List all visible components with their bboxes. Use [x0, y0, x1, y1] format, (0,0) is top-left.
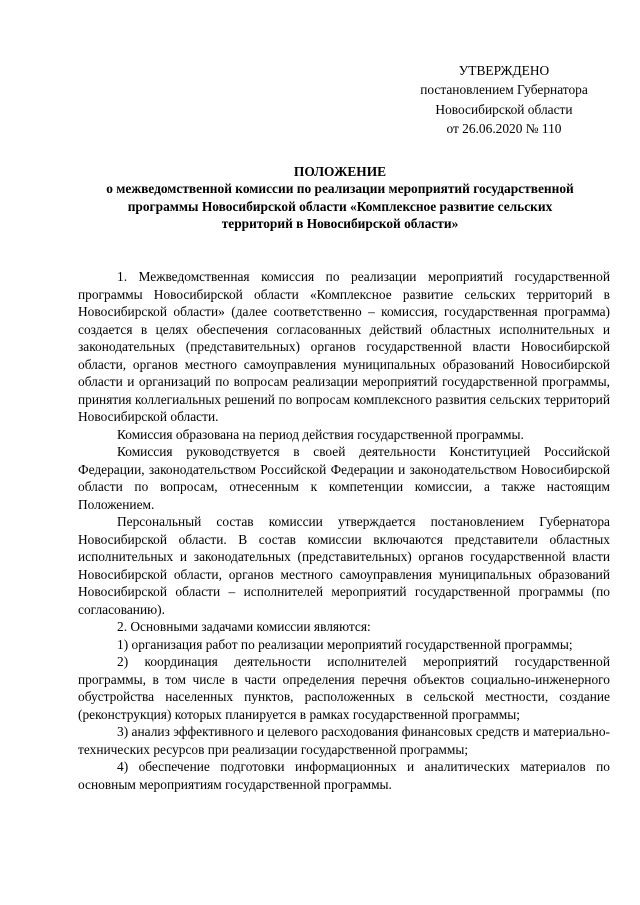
- approval-heading: УТВЕРЖДЕНО: [458, 63, 550, 78]
- task-item-1: 1) организация работ по реализации мероприятий государственной программы;: [117, 636, 573, 652]
- task-item-3: 3) анализ эффективного и целевого расходования финансовых средств и материально-технических ресурсов при реализации государственной программы;: [78, 724, 610, 757]
- paragraph-legal-basis: Комиссия руководствуется в своей деятельности Конституцией Российской Федерации, законодательством Российской Федерации и законодательством Новосибирской области по вопросам, отнесенным к компетенции комиссии, а также настоящим Положением.: [78, 444, 610, 512]
- title-line-3: территорий в Новосибирской области»: [221, 215, 459, 231]
- paragraph-1-purpose: 1. Межведомственная комиссия по реализации мероприятий государственной программы Новосибирской области «Комплексное развитие сельских территорий в Новосибирской области» (далее соответственно – комиссия, государственная программа) создается в целях обеспечения согласованных действий областных исполнительных и законодательных (представительных) органов государственной власти Новосибирской области, органов местного самоуправления муниципальных образований Новосибирской области и организаций по вопросам реализации мероприятий государственной программы, принятия коллегиальных решений по вопросам комплексного развития сельских территорий Новосибирской области.: [78, 269, 610, 424]
- paragraph-composition: Персональный состав комиссии утверждается постановлением Губернатора Новосибирской области. В состав комиссии включаются представители областных исполнительных и законодательных (представительных) органов государственной власти Новосибирской области, органов местного самоуправления муниципальных образований Новосибирской области – исполнителей мероприятий государственной программы (по согласованию).: [78, 514, 610, 617]
- document-body: [78, 268, 610, 793]
- paragraph-2-tasks-heading: 2. Основными задачами комиссии являются:: [117, 619, 371, 634]
- title-line-2: программы Новосибирской области «Комплексное развитие сельских: [127, 198, 553, 214]
- title-line-1: о межведомственной комиссии по реализации мероприятий государственной: [106, 181, 574, 197]
- approval-stamp: [398, 61, 610, 138]
- task-item-4: 4) обеспечение подготовки информационных и аналитических материалов по основным мероприятиям государственной программы.: [78, 759, 610, 792]
- title-heading: ПОЛОЖЕНИЕ: [293, 164, 387, 179]
- task-item-2: 2) координация деятельности исполнителей мероприятий государственной программы, в том числе в части определения перечня объектов социально-инженерного обустройства населенных пунктов, расположенных в сельской местности, создание (реконструкция) которых планируется в рамках государственной программы;: [78, 654, 610, 722]
- approval-region: Новосибирской области: [435, 101, 573, 117]
- approval-authority: постановлением Губернатора: [420, 82, 588, 98]
- paragraph-period: Комиссия образована на период действия государственной программы.: [117, 426, 524, 442]
- document-title: [66, 163, 614, 232]
- approval-date-number: от 26.06.2020 № 110: [446, 120, 562, 136]
